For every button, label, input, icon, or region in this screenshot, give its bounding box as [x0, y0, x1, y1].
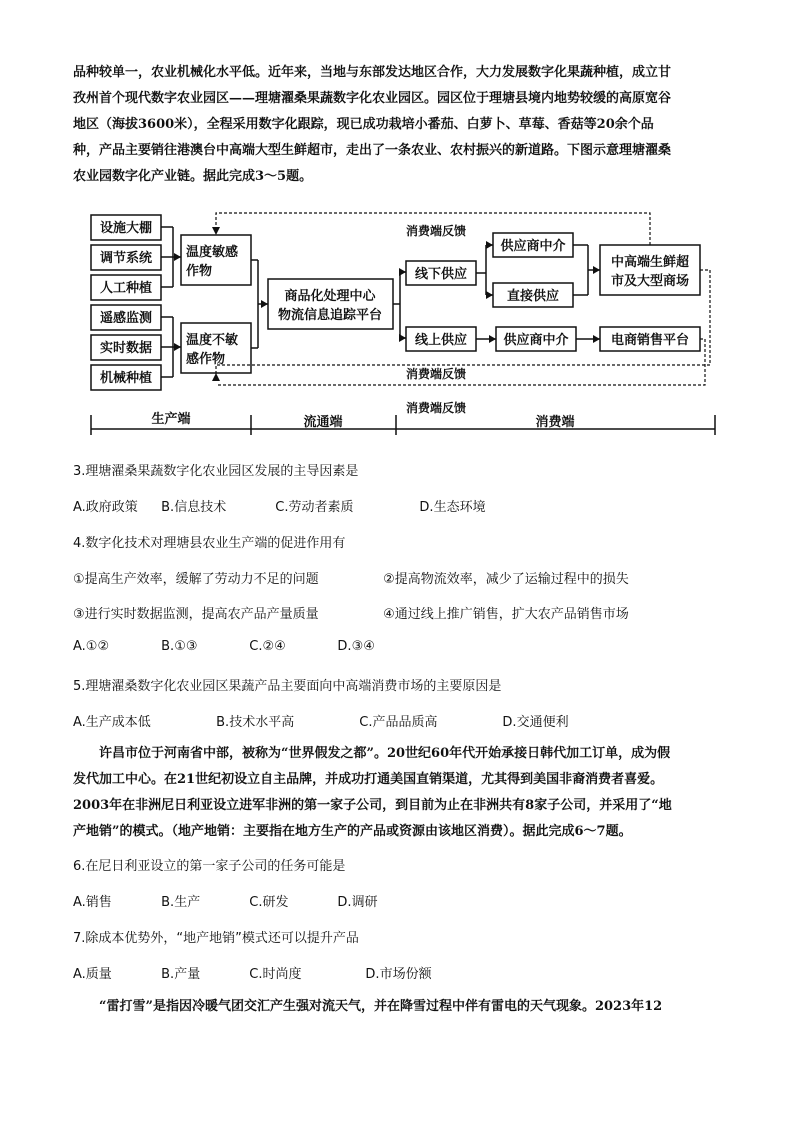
question-7-stem: 7.除成本优势外，“地产地销”模式还可以提升产品 [73, 931, 359, 946]
item-4: ④通过线上推广销售，扩大农产品销售市场 [383, 607, 629, 622]
question-4-items-row-1 [73, 568, 629, 587]
option-c: C.②④ [249, 639, 286, 654]
label-offline-supply: 线下供应 [414, 267, 468, 282]
label-realtime-data: 实时数据 [99, 341, 153, 356]
option-a: A.①② [73, 639, 110, 654]
label-mech-planting: 机械种植 [99, 371, 153, 386]
label-center-2: 物流信息追踪平台 [277, 308, 383, 323]
label-stage-circulation: 流通端 [303, 415, 343, 430]
label-greenhouse: 设施大棚 [99, 221, 153, 236]
option-a: A.销售 [73, 895, 112, 910]
passage-2-line: 产地销”的模式。（地产地销：主要指在地方生产的产品或资源由该地区消费）。据此完成6～7题。 [73, 824, 632, 839]
option-c: C.时尚度 [249, 967, 302, 982]
option-b: B.生产 [161, 895, 201, 910]
label-direct-supply: 直接供应 [506, 289, 560, 304]
passage-1-line: 地区（海拔3600米），全程采用数字化跟踪，现已成功栽培小番茄、白萝卜、草莓、香菇等20余个品 [73, 117, 654, 132]
label-supermarket-1: 中高端生鲜超 [610, 255, 690, 270]
label-manual-planting: 人工种植 [99, 281, 153, 296]
option-b: B.①③ [161, 639, 198, 654]
option-d: D.生态环境 [419, 500, 486, 515]
item-2: ②提高物流效率，减少了运输过程中的损失 [383, 572, 629, 587]
label-supplier-2: 供应商中介 [503, 333, 569, 348]
label-center-1: 商品化处理中心 [284, 289, 376, 304]
label-crop-top-2: 作物 [186, 264, 213, 279]
passage-2-line: 许昌市位于河南省中部，被称为“世界假发之都”。20世纪60年代开始承接日韩代加工订单，成为假 [99, 746, 671, 761]
passage-1 [73, 60, 721, 190]
label-feedback-top: 消费端反馈 [405, 224, 467, 238]
option-d: D.调研 [337, 895, 378, 910]
option-a: A.质量 [73, 967, 112, 982]
option-b: B.信息技术 [161, 500, 227, 515]
option-d: D.③④ [337, 639, 375, 654]
question-4-stem: 4.数字化技术对理塘县农业生产端的促进作用有 [73, 536, 346, 551]
question-4-options [73, 639, 375, 654]
label-supplier-1: 供应商中介 [500, 239, 566, 254]
label-ecommerce: 电商销售平台 [610, 333, 690, 348]
label-feedback-mid: 消费端反馈 [405, 367, 467, 381]
label-stage-production: 生产端 [151, 412, 191, 427]
question-5-stem: 5.理塘濯桑数字化农业园区果蔬产品主要面向中高端消费市场的主要原因是 [73, 679, 502, 694]
option-b: B.技术水平高 [216, 715, 295, 730]
passage-2-line: 2003年在非洲尼日利亚设立进军非洲的第一家子公司，到目前为止在非洲共有8家子公司，并采用了“地 [73, 798, 672, 813]
question-4-items-row-2 [73, 603, 629, 622]
option-a: A.生产成本低 [73, 715, 151, 730]
passage-2 [73, 741, 721, 845]
passage-1-line: 孜州首个现代数字农业园区——理塘濯桑果蔬数字化农业园区。园区位于理塘县境内地势较缓的高原宽谷 [73, 91, 672, 106]
option-b: B.产量 [161, 967, 201, 982]
label-feedback-bottom: 消费端反馈 [405, 401, 467, 415]
label-crop-bottom-2: 感作物 [186, 352, 226, 367]
option-c: C.产品品质高 [359, 715, 438, 730]
industry-chain-diagram [88, 205, 718, 437]
option-c: C.研发 [249, 895, 289, 910]
question-7-options [73, 963, 432, 982]
passage-2-line: 发代加工中心。在21世纪初设立自主品牌，并成功打通美国直销渠道，尤其得到美国非裔消费者喜爱。 [73, 772, 664, 787]
option-d: D.交通便利 [502, 715, 569, 730]
item-1: ①提高生产效率，缓解了劳动力不足的问题 [73, 572, 319, 587]
option-c: C.劳动者素质 [275, 500, 354, 515]
label-regulation: 调节系统 [99, 251, 153, 266]
question-3-options [73, 496, 486, 515]
question-5-options [73, 711, 569, 730]
label-crop-top-1: 温度敏感 [186, 245, 239, 260]
passage-1-line: 农业园数字化产业链。据此完成3～5题。 [73, 169, 313, 184]
label-stage-consumption: 消费端 [535, 415, 575, 430]
option-a: A.政府政策 [73, 500, 138, 515]
label-online-supply: 线上供应 [414, 333, 468, 348]
passage-1-line: 种，产品主要销往港澳台中高端大型生鲜超市，走出了一条农业、农村振兴的新道路。下图示意理塘濯桑 [73, 143, 672, 158]
label-supermarket-2: 市及大型商场 [610, 274, 690, 289]
question-3-stem: 3.理塘濯桑果蔬数字化农业园区发展的主导因素是 [73, 464, 359, 479]
passage-3 [73, 994, 721, 1020]
question-6-options [73, 891, 378, 910]
label-crop-bottom-1: 温度不敏 [186, 333, 239, 348]
passage-1-line: 品种较单一，农业机械化水平低。近年来，当地与东部发达地区合作，大力发展数字化果蔬种植，成立甘 [73, 65, 672, 80]
label-remote-sensing: 遥感监测 [99, 311, 153, 326]
question-6-stem: 6.在尼日利亚设立的第一家子公司的任务可能是 [73, 859, 346, 874]
passage-3-line: “雷打雪”是指因冷暖气团交汇产生强对流天气，并在降雪过程中伴有雷电的天气现象。2023年12 [99, 999, 663, 1014]
item-3: ③进行实时数据监测，提高农产品产量质量 [73, 607, 319, 622]
option-d: D.市场份额 [365, 967, 432, 982]
